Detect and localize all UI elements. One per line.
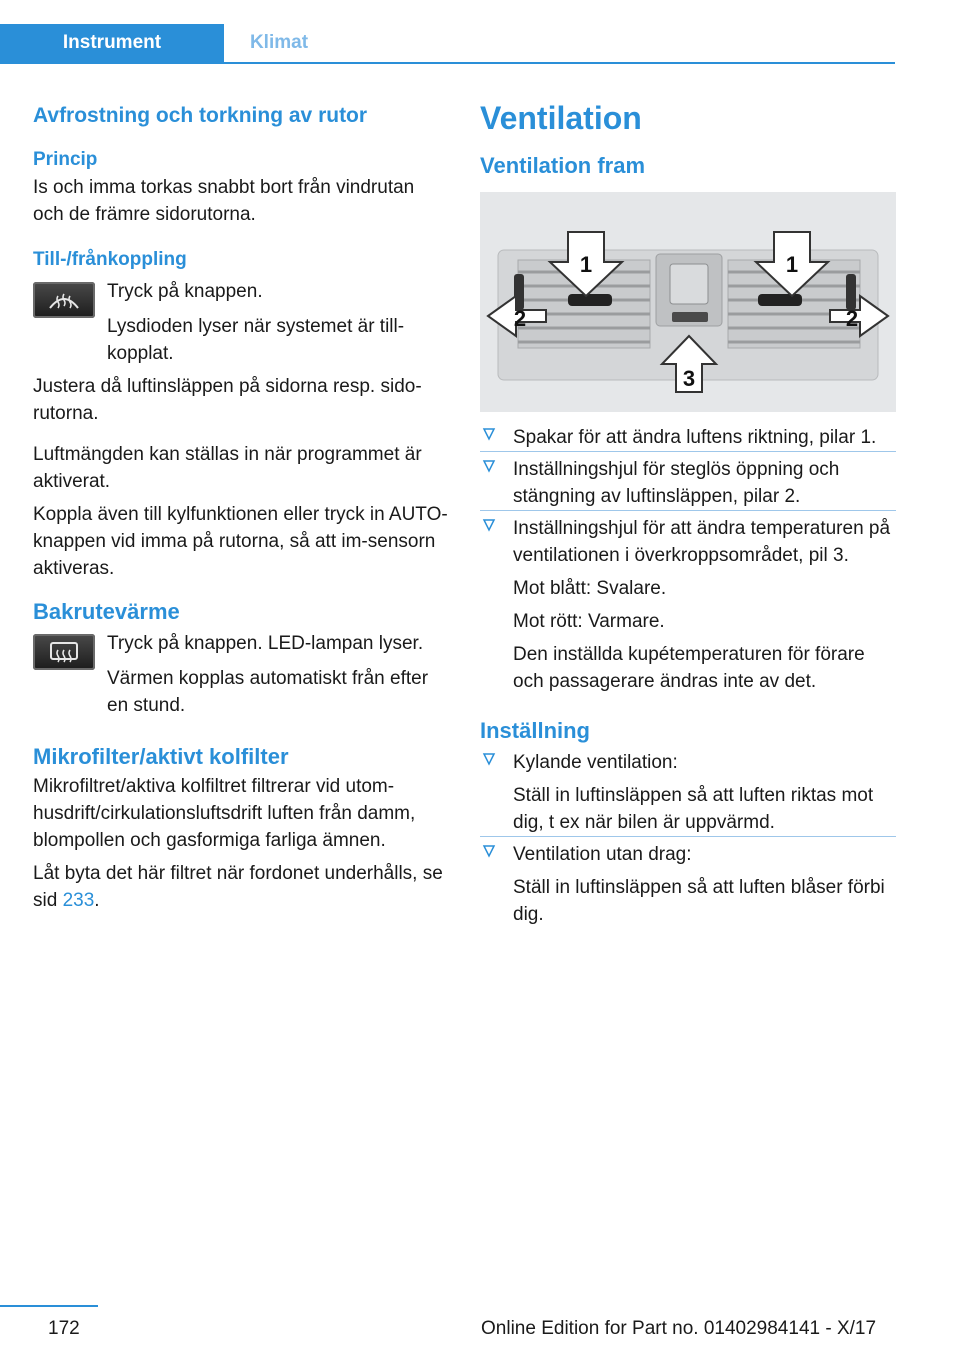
triangle-bullet-icon	[482, 518, 496, 532]
right-column	[480, 96, 896, 928]
defrost-adjust-text: Justera då luftinsläppen på sidorna resp. sido-rutorna.	[33, 376, 422, 424]
defrost-led-text: Lysdioden lyser när systemet är till-kopplat.	[107, 316, 405, 364]
filter-text: Mikrofiltret/aktiva kolfiltret filtrerar vid utom-husdrift/cirkulationsluftsdrift luften från damm, blompollen och gasformiga farliga ämnen.	[33, 776, 416, 851]
triangle-bullet-icon	[482, 752, 496, 766]
setting-items-list	[480, 749, 896, 928]
ventilation-subtitle: Ventilation fram	[480, 153, 646, 178]
defrost-airflow-text: Luftmängden kan ställas in när programmet är aktiverat.	[33, 444, 422, 492]
left-column	[33, 96, 448, 914]
arrow-label-2a: 2	[513, 306, 527, 331]
triangle-bullet-icon	[482, 427, 496, 441]
tab-klimat[interactable]: Klimat	[224, 24, 334, 62]
chapter-tabs	[0, 24, 895, 64]
front-vent-figure	[480, 192, 896, 412]
ventilation-title: Ventilation	[480, 100, 642, 136]
vent-item-text: Spakar för att ändra luftens riktning, pilar 1.	[513, 427, 877, 448]
list-item	[480, 510, 896, 695]
triangle-bullet-icon	[482, 844, 496, 858]
setting-item-text: Ventilation utan drag:	[513, 844, 692, 865]
filter-replace-text: Låt byta det här filtret när fordonet underhålls, se sid	[33, 863, 443, 911]
windshield-defrost-icon	[33, 282, 95, 318]
filter-replace-paragraph	[33, 860, 448, 914]
vent-item-sub-warmer: Mot rött: Varmare.	[513, 611, 665, 632]
defrost-title: Avfrostning och torkning av rutor	[33, 104, 368, 127]
rear-button-row	[33, 630, 448, 719]
defrost-button-row	[33, 278, 448, 367]
arrow-label-2b: 2	[845, 306, 859, 331]
list-item	[480, 836, 896, 928]
rear-press-text: Tryck på knappen. LED-lampan lyser.	[107, 633, 424, 654]
triangle-bullet-icon	[482, 459, 496, 473]
page-ref-link[interactable]: 233	[62, 890, 95, 911]
rear-window-defrost-icon	[33, 634, 95, 670]
vent-item-text: Inställningshjul för att ändra temperaturen på ventilationen i överkroppsområdet, pil 3.	[513, 518, 891, 566]
filter-heading: Mikrofilter/aktivt kolfilter	[33, 744, 289, 769]
period: .	[94, 890, 100, 911]
arrow-label-3: 3	[682, 366, 696, 391]
tab-instrument[interactable]: Instrument	[0, 24, 224, 62]
onoff-heading: Till-/frånkoppling	[33, 249, 187, 270]
footer-rule	[0, 1305, 98, 1307]
rear-auto-off-text: Värmen kopplas automatiskt från efter en stund.	[107, 668, 429, 716]
defrost-auto-text: Koppla även till kylfunktionen eller tryck in AUTO-knappen vid imma på rutorna, så att im-sensorn aktiveras.	[33, 504, 448, 579]
list-item	[480, 749, 896, 836]
arrow-label-1b: 1	[785, 252, 799, 277]
page-number: 172	[48, 1318, 80, 1339]
principle-heading: Princip	[33, 149, 98, 170]
defrost-press-text: Tryck på knappen.	[107, 281, 263, 302]
setting-item-text: Kylande ventilation:	[513, 752, 678, 773]
principle-text: Is och imma torkas snabbt bort från vindrutan och de främre sidorutorna.	[33, 177, 415, 225]
setting-item-sub: Ställ in luftinsläppen så att luften riktas mot dig, t ex när bilen är uppvärmd.	[513, 785, 874, 833]
vent-items-list	[480, 424, 896, 695]
vent-item-text: Inställningshjul för steglös öppning och stängning av luftinsläppen, pilar 2.	[513, 459, 840, 507]
vent-item-sub-note: Den inställda kupétemperaturen för förare och passagerare ändras inte av det.	[513, 644, 865, 692]
vent-item-sub-cooler: Mot blått: Svalare.	[513, 578, 667, 599]
list-item	[480, 424, 896, 451]
edition-text: Online Edition for Part no. 01402984141 - X/17	[481, 1318, 877, 1339]
rear-heading: Bakrutevärme	[33, 599, 180, 624]
setting-item-sub: Ställ in luftinsläppen så att luften blåser förbi dig.	[513, 877, 885, 925]
arrow-label-1a: 1	[579, 252, 593, 277]
setting-heading: Inställning	[480, 718, 590, 743]
list-item	[480, 451, 896, 510]
